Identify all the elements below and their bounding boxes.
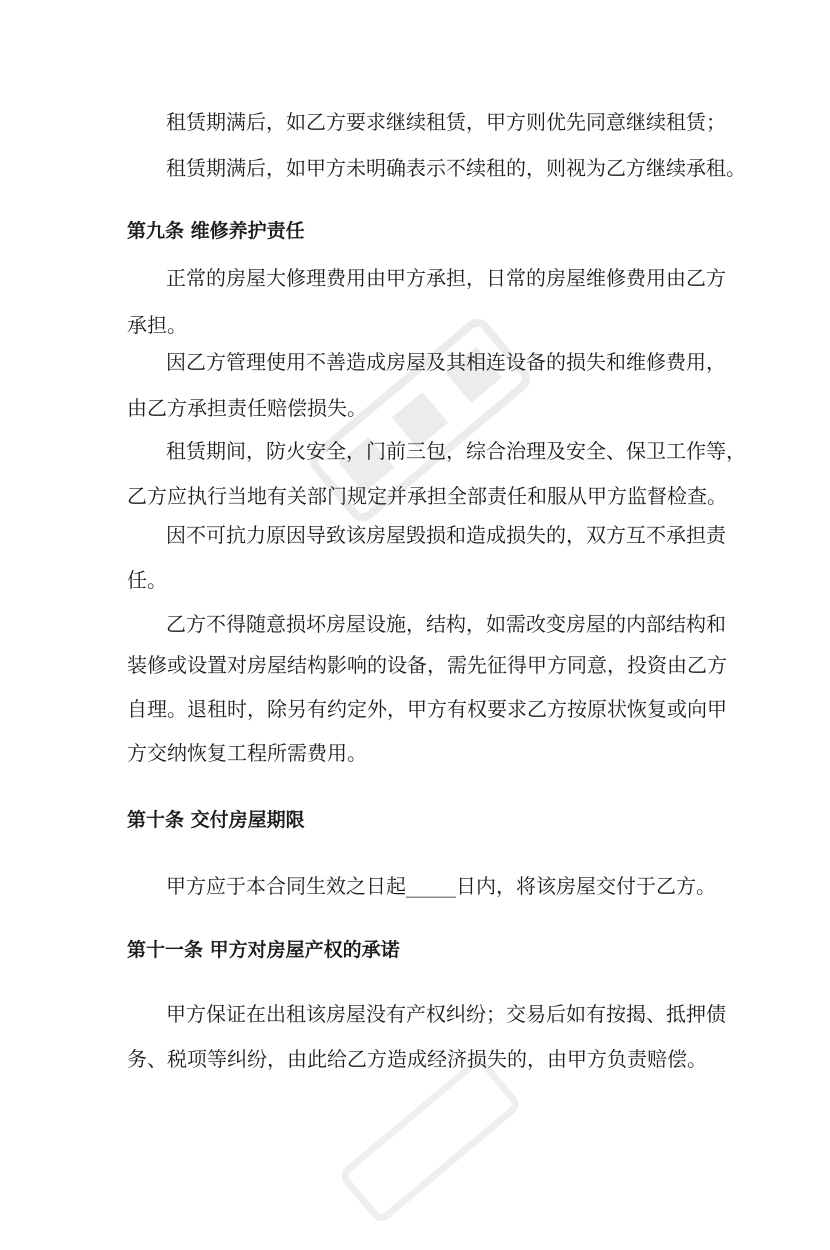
paragraph-safety-line1: 租赁期间，防火安全，门前三包，综合治理及安全、保卫工作等， [166, 439, 746, 463]
paragraph-title-guarantee-line2: 务、税项等纠纷，由此给乙方造成经济损失的，由甲方负责赔偿。 [127, 1047, 707, 1071]
paragraph-misuse-line1: 因乙方管理使用不善造成房屋及其相连设备的损失和维修费用， [166, 350, 726, 374]
paragraph-force-majeure-line1: 因不可抗力原因导致该房屋毁损和造成损失的，双方互不承担责 [166, 523, 726, 547]
paragraph-alterations-line1: 乙方不得随意损坏房屋设施，结构，如需改变房屋的内部结构和 [166, 612, 726, 636]
section-heading-9: 第九条 维修养护责任 [127, 220, 305, 242]
section-heading-10: 第十条 交付房屋期限 [127, 809, 305, 831]
paragraph-title-guarantee-line1: 甲方保证在出租该房屋没有产权纠纷；交易后如有按揭、抵押债 [166, 1002, 726, 1026]
paragraph-renewal-default: 租赁期满后，如甲方未明确表示不续租的，则视为乙方继续承租。 [166, 156, 746, 180]
paragraph-delivery-deadline: 甲方应于本合同生效之日起_____日内，将该房屋交付于乙方。 [166, 874, 716, 898]
paragraph-alterations-line2: 装修或设置对房屋结构影响的设备，需先征得甲方同意，投资由乙方 [127, 653, 727, 677]
paragraph-repair-costs-line1: 正常的房屋大修理费用由甲方承担，日常的房屋维修费用由乙方 [166, 266, 726, 290]
paragraph-alterations-line3: 自理。退租时，除另有约定外，甲方有权要求乙方按原状恢复或向甲 [127, 697, 727, 721]
paragraph-force-majeure-line2: 任。 [127, 568, 167, 592]
paragraph-renewal-priority: 租赁期满后，如乙方要求继续租赁，甲方则优先同意继续租赁； [166, 110, 726, 134]
section-heading-11: 第十一条 甲方对房屋产权的承诺 [127, 939, 400, 961]
paragraph-alterations-line4: 方交纳恢复工程所需费用。 [127, 741, 367, 765]
paragraph-misuse-line2: 由乙方承担责任赔偿损失。 [127, 396, 367, 420]
paragraph-safety-line2: 乙方应执行当地有关部门规定并承担全部责任和服从甲方监督检查。 [127, 484, 727, 508]
paragraph-repair-costs-line2: 承担。 [127, 313, 187, 337]
